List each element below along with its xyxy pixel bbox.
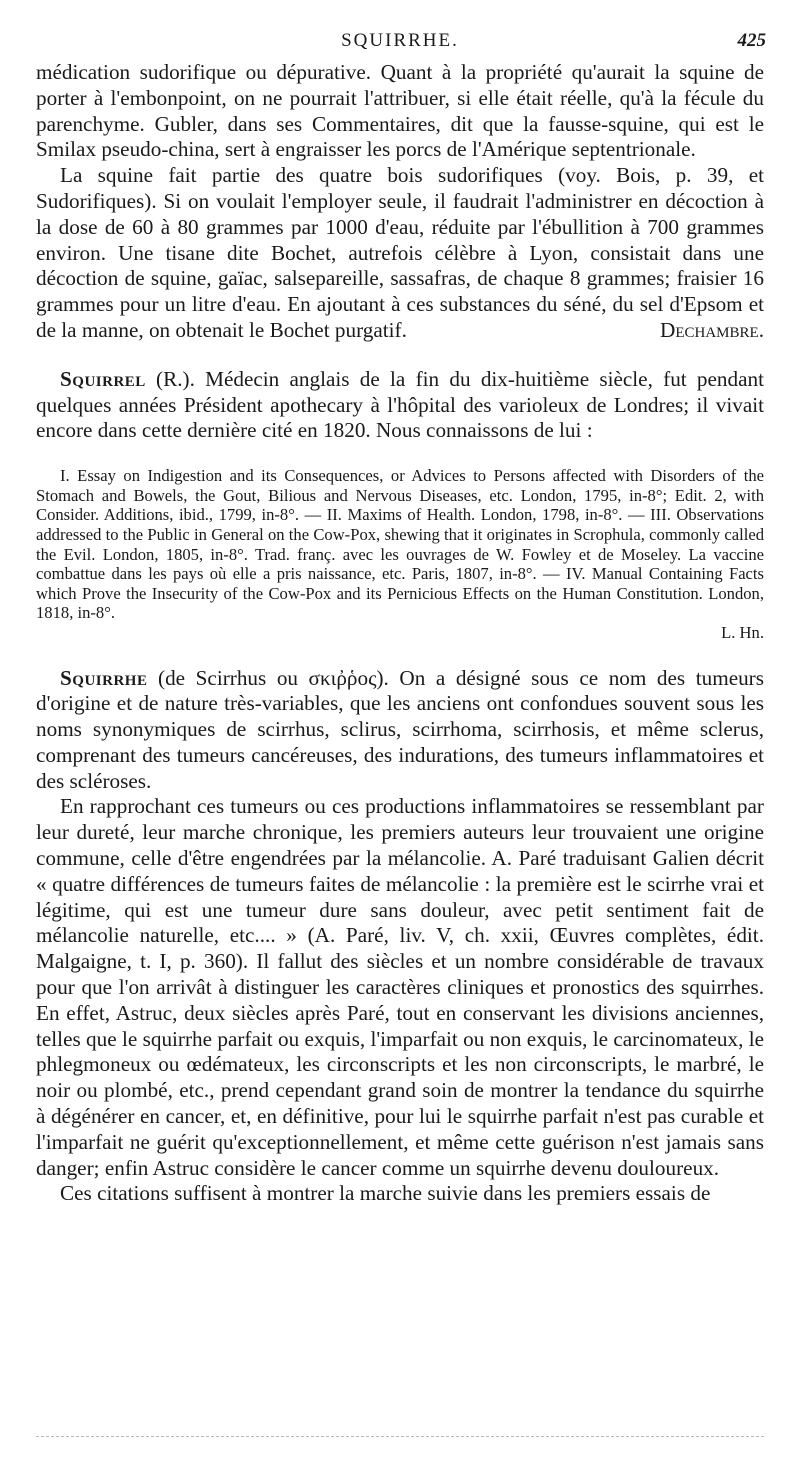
bottom-rule <box>36 1436 764 1437</box>
paragraph-text: La squine fait partie des quatre bois sudorifiques (voy. Bois, p. 39, et Sudorifiques). Si on voulait l'employer seule, il faudrait l'administrer en décoction à la dose de 60 à 80 grammes par 1000 d'eau, réduite par l'ébullition à 700 grammes environ. Une tisane dite Bochet, autrefois célèbre à Lyon, consistait dans une décoction de squine, gaïac, salsepareille, sassafras, de chaque 8 grammes; fraisier 16 grammes pour un litre d'eau. En ajoutant à ces substances du séné, du sel d'Epsom et de la manne, on obtenait le Bochet purgatif. <box>36 163 764 342</box>
entry-text-squirrel: (R.). Médecin anglais de la fin du dix-huitième siècle, fut pendant quelques années Président apothecary à l'hôpital des varioleux de Londres; il vivait encore dans cette dernière cité en 1820. Nous connaissons de lui : <box>36 366 764 443</box>
signature-l-hn: L. Hn. <box>721 622 764 642</box>
entry-headword-squirrel: Squirrel <box>60 366 146 391</box>
paragraph-squine-dosage <box>36 163 764 344</box>
signature-dechambre: Dechambre. <box>660 317 764 342</box>
bibliography-squirrel: I. Essay on Indigestion and its Consequences, or Advices to Persons affected with Disorders of the Stomach and Bowels, the Gout, Bilious and Nervous Diseases, etc. London, 1795, in-8°; Edit. 2, with Consider. Additions, ibid., 1799, in-8°. — II. Maxims of Health. London, 1798, in-8°. — III. Observations addressed to the Public in General on the Cow-Pox, shewing that it originates in Scrophula, commonly called the Evil. London, 1805, in-8°. Trad. franç. avec les ouvrages de W. Fowley et de Moseley. La vaccine combattue dans les pays où elle a pris naissance, etc. Paris, 1807, in-8°. — IV. Manual Containing Facts which Prove the Insecurity of the Cow-Pox and its Pernicious Effects on the Human Constitution. London, 1818, in-8°. <box>36 466 764 623</box>
page-number: 425 <box>737 30 766 51</box>
page-body <box>36 60 764 1207</box>
entry-squirrel <box>36 367 764 444</box>
paragraph-squine-end: médication sudorifique ou dépurative. Quant à la propriété qu'aurait la squine de porter à l'embonpoint, on ne pourrait l'attribuer, si elle était réelle, qu'à la fécule du parenchyme. Gubler, dans ses Commentaires, dit que la fausse-squine, qui est le Smilax pseudo-china, sert à engraisser les porcs de l'Amérique septentrionale. <box>36 60 764 162</box>
entry-squirrhe <box>36 666 764 795</box>
entry-text-squirrhe: (de Scirrhus ou σκιῤῥος). On a désigné sous ce nom des tumeurs d'origine et de nature très-variables, que les anciens ont confondues souvent sous les noms synonymiques de scirrhus, sclirus, scirrhoma, scirrhosis, et même sclerus, comprenant des tumeurs cancéreuses, des indurations, des tumeurs inflammatoires et des scléroses. <box>36 665 764 793</box>
running-title: SQUIRRHE. <box>341 30 459 51</box>
entry-headword-squirrhe: Squirrhe <box>60 665 148 690</box>
paragraph-squirrhe-continuation: Ces citations suffisent à montrer la marche suivie dans les premiers essais de <box>60 1181 711 1206</box>
paragraph-squirrhe-history: En rapprochant ces tumeurs ou ces productions inflammatoires se ressemblant par leur dureté, leur marche chronique, les premiers auteurs leur trouvaient une origine commune, celle d'être engendrées par la mélancolie. A. Paré traduisant Galien décrit « quatre différences de tumeurs faites de mélancolie : la première est le scirrhe vrai et légitime, qui est une tumeur dure sans douleur, avec petit sentiment fait de mélancolie naturelle, etc.... » (A. Paré, liv. V, ch. xxii, Œuvres complètes, édit. Malgaigne, t. I, p. 360). Il fallut des siècles et un nombre considérable de travaux pour que l'on arrivât à distinguer les caractères cliniques et pronostics des squirrhes. En effet, Astruc, deux siècles après Paré, tout en conservant les divisions anciennes, telles que le squirrhe parfait ou exquis, l'imparfait ou non exquis, le carcinomateux, le phlegmoneux ou œdémateux, les circonscripts et les non circonscripts, le marbré, le noir ou plombé, etc., prend cependant grand soin de montrer la tendance du squirrhe à dégénérer en cancer, et, en définitive, pour lui le squirrhe parfait n'est pas curable et l'imparfait ne guérit qu'exceptionnellement, et même cette guérison n'est jamais sans danger; enfin Astruc considère le cancer comme un squirrhe devenu douloureux. <box>36 794 764 1180</box>
running-head <box>0 30 800 56</box>
